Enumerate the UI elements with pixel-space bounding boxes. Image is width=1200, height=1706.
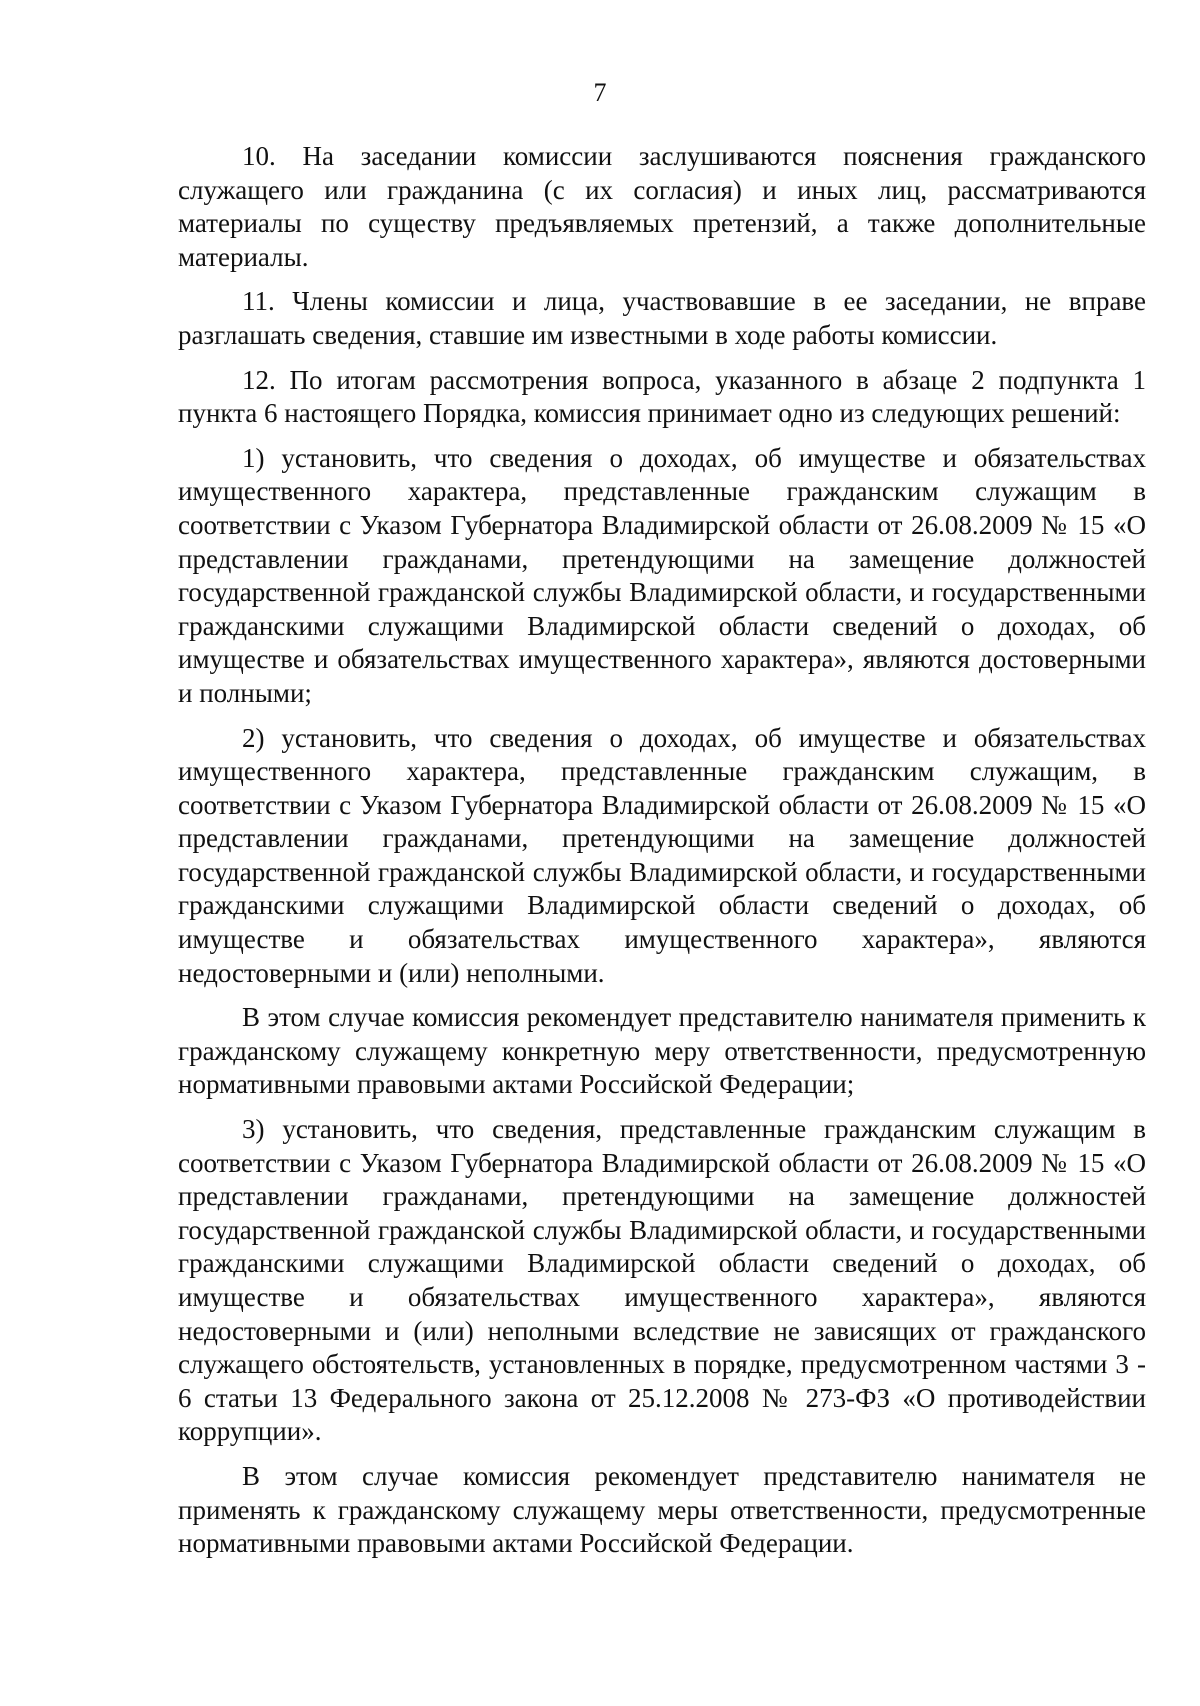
document-body [178, 140, 1146, 1571]
paragraph-10: 10. На заседании комиссии заслушиваются пояснения гражданского служащего или гражданина (с их согласия) и иных лиц, рассматриваются материалы по существу предъявляемых претензий, а также дополнительные материалы. [178, 141, 1146, 272]
page-number: 7 [593, 78, 607, 107]
decision-item-1: 1) установить, что сведения о доходах, об имуществе и обязательствах имущественного характера, представленные гражданским служащим в соответствии с Указом Губернатора Владимирской области от 26.08.2009 № 15 «О представлении гражданами, претендующими на замещение должностей государственной гражданской службы Владимирской области, и государственными гражданскими служащими Владимирской области сведений о доходах, об имуществе и обязательствах имущественного характера», являются достоверными и полными; [178, 442, 1146, 708]
decision-item-3: 3) установить, что сведения, представленные гражданским служащим в соответствии с Указом Губернатора Владимирской области от 26.08.2009 № 15 «О представлении гражданами, претендующими на замещение должностей государственной гражданской службы Владимирской области, и государственными гражданскими служащими Владимирской области сведений о доходах, об имуществе и обязательствах имущественного характера», являются недостоверными и (или) неполными вследствие не зависящих от гражданского служащего обстоятельств, установленных в порядке, предусмотренном частями 3 - 6 статьи 13 Федерального закона от 25.12.2008 № 273-ФЗ «О противодействии коррупции». [178, 1114, 1146, 1447]
decision-item-2-recommendation: В этом случае комиссия рекомендует представителю нанимателя применить к гражданскому служащему конкретную меру ответственности, предусмотренную нормативными правовыми актами Российской Федерации; [178, 1002, 1146, 1100]
decision-item-3-recommendation: В этом случае комиссия рекомендует представителю нанимателя не применять к гражданскому служащему меры ответственности, предусмотренные нормативными правовыми актами Российской Федерации. [178, 1460, 1146, 1559]
paragraph-12: 12. По итогам рассмотрения вопроса, указанного в абзаце 2 подпункта 1 пункта 6 настоящего Порядка, комиссия принимает одно из следующих решений: [178, 364, 1146, 429]
paragraph-11: 11. Члены комиссии и лица, участвовавшие в ее заседании, не вправе разглашать сведения, ставшие им известными в ходе работы комиссии. [178, 286, 1146, 350]
decision-item-2: 2) установить, что сведения о доходах, об имуществе и обязательствах имущественного характера, представленные гражданским служащим, в соответствии с Указом Губернатора Владимирской области от 26.08.2009 № 15 «О представлении гражданами, претендующими на замещение должностей государственной гражданской службы Владимирской области, и государственными гражданскими служащими Владимирской области сведений о доходах, об имуществе и обязательствах имущественного характера», являются недостоверными и (или) неполными. [178, 722, 1146, 988]
